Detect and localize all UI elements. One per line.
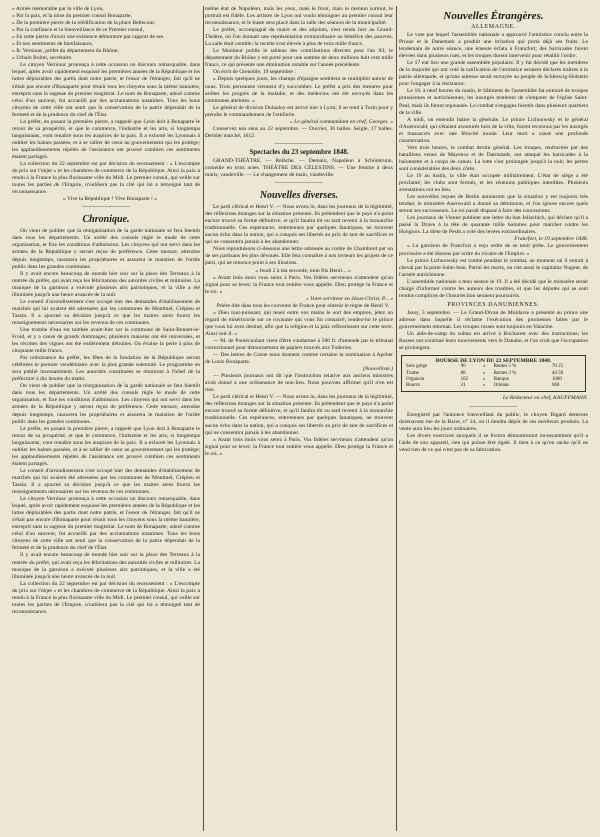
table-row <box>405 383 582 389</box>
inscription-line: « Urbain Ruiter, secrétaire. <box>12 55 73 62</box>
article-paragraph: « Avant trois mois vous serez à Paris. Vos fidèles serviteurs n'attendent qu'un signal pour se lever; la France tout entière vous appelle. Dieu protège la France et le roi. » <box>205 274 393 295</box>
article-paragraph: Le conseil d'arrondissement s'est occupé hier des demandes d'établissement de marchés qui lui avaient été adressées par les communes de Montluel, Crépieu et Tassin. Il a ajourné sa décision jusqu'à ce que les maires aient fourni les renseignements nécessaires sur les revenus de ces communes. <box>12 298 200 326</box>
inscription-line: « Et nos sentiments de bienfaisance, <box>12 41 94 48</box>
table-cell: 88 <box>460 370 466 376</box>
column-2 <box>205 6 393 831</box>
article-paragraph: Le citoyen Verninac prononça à cette occasion un discours remarquable, dans lequel, après avoir rapidement esquissé les premières années de la République et les luttes déplorables des partis dont notre patrie, et l'essor de l'étranger, fait qu'il ne s'était pas encore d'Bonaparte pour réunir tous les citoyens sous la même bannière, entreprit sans la sagesse du premier magistrat. Le nom de Bonaparte, adoré comme celui d'un sauveur, fut accueilli par des acclamations unanimes. Tous les bons citoyens de cette ville ont senti que la conservation de la patrie dépendait de la fermeté et de la prudence du chef de l'État. <box>12 496 200 552</box>
table-cell: 102 <box>460 376 469 382</box>
quote-line: « Jeudi 2 à ma seconde, mon fils Henri... » <box>255 267 351 274</box>
column-3 <box>399 6 588 831</box>
table-cell: Soie grège <box>406 364 428 370</box>
article-paragraph: Le 18, à neuf heures du matin, le bâtiment de l'assemblée fut entouré de troupes prussiennes et autrichiennes; les insurgés tentèrent de s'emparer de l'église Saint-Paul, mais ils furent repoussés. Le combat s'engagea bientôt dans plusieurs quartiers de la ville. <box>399 88 588 116</box>
article-paragraph: Le préfet, accompagné du maire et des adjoints, s'est rendu hier au Grand-Théâtre, où l'on donnait une représentation extraordinaire au bénéfice des pauvres. La salle était comble; la recette s'est élevée à plus de trois mille francs. <box>205 27 393 48</box>
price-table <box>405 364 582 389</box>
inscription-line: « R. Verninac, préfet du département du Rhône; <box>12 48 119 55</box>
inscription-line: « Par la confiance et la bienveillance de ce Premier consul, <box>12 27 144 34</box>
article-paragraph: « Depuis quelques jours, les champs d'épargne semblent se multiplier autour de nous. Trois personnes viennent d'y succomber. Le préfet a pris des mesures pour arrêter les progrès de la maladie, et des médecins ont été envoyés dans les communes atteintes. » <box>205 76 393 104</box>
source-attribution: (Nouvelliste.) <box>362 366 393 373</box>
exclamation: « Vive la République ! Vive Bonaparte ! » <box>62 196 158 203</box>
signature: « Le général commandant en chef, Georges. » <box>289 118 393 125</box>
inscription-line: « Par la paix, et la mise du premier consul Bonaparte, <box>12 13 132 20</box>
article-paragraph: Le vote par lequel l'assemblée nationale a approuvé l'armistice conclu entre la Prusse et le Danemark a produit une irritation qui porta déjà ses fruits. Le lendemain de notre séance, une émeute éclata à Francfort; des barricades furent élevées dans plusieurs rues, et les troupes durent intervenir pour rétablir l'ordre. <box>399 32 588 60</box>
article-paragraph: La collection du 22 septembre est par décision du recensement : « L'escompte du prix sur l'objet » et les chambres de commerce de la République. Ainsi la paix a rendu à la France la plus florissante ville du Midi. Le premier consul, qui veille sur toutes les parties de l'Empire, n'oubliera pas la cité qui lui a témoigné tant de reconnaissance. <box>12 161 200 196</box>
table-cell: » <box>482 364 486 370</box>
article-paragraph: Le général de division Dulauloy est arrivé hier à Lyon; il se rend à Turin pour y prendre le commandement de l'artillerie. <box>205 104 393 118</box>
prayer-title: Prière dite dans tous les couvents de France pour obtenir le règne de Henri V. <box>216 302 390 309</box>
table-cell: Banque <box>493 376 509 382</box>
article-paragraph: A midi, on entendit battre la générale. Le prince Lichnowsky et le général d'Auerswald, qui s'étaient aventurés hors de la ville, furent reconnus par les insurgés et massacrés avec une férocité inouïe. Leur mort a causé une profonde consternation. <box>399 116 588 144</box>
article-paragraph: « La garnison de Francfort a reçu ordre de se tenir prête. Le gouvernement provisoire a été dissous par ordre du vicaire de l'Empire. » <box>399 243 588 257</box>
article-paragraph: Le parti clérical et Henri V. — Nous avons lu, dans les journaux de la légitimité, des réflexions étranges sur la situation présente. Ils prétendent que le pays n'a point encore trouvé sa forme définitive, et qu'il faudra tôt ou tard revenir à la monarchie traditionnelle. Ces espérances, entretenues par quelques fanatiques, ne trouvent aucun écho dans la nation, qui a conquis ses libertés au prix de tant de sacrifices et qui ne consentira jamais à les abandonner. <box>205 394 393 436</box>
editor-signature: Le Rédacteur en chef, KAUFFMANN. <box>502 395 588 402</box>
article-paragraph: — M. de Pontécoulant vient d'être condamné à 500 fr. d'amende par le tribunal correctionnel pour détournement de papiers trouvés aux Tuileries. <box>205 337 393 352</box>
table-cell: Orléans <box>493 382 510 388</box>
inscription-line: « Aimée mémorable par la ville de Lyon, <box>12 6 104 12</box>
advertisement-paragraph: Enregistré par l'annonce bienveillant du public, le citoyen Bigard demeure dorénavant rue de la Barre, n° 24, où il tiendra dépôt de ses meilleurs produits. La vente aura lieu les jours ordinaires. <box>399 412 588 433</box>
article-paragraph: — Des lettres de Cosne nous donnent comme certaine la nomination à Apcher de Louis Bonaparte. <box>205 352 393 366</box>
table-cell: Trame <box>406 370 419 376</box>
article-paragraph: Par ordonnance du préfet, les fêtes de la fondation de la République seront célébrées le premier vendémiaire avec la plus grande solennité. Le programme en sera publié incessamment. Les autorités constituées se réuniront à l'hôtel de la préfecture à dix heures du matin. <box>12 355 200 383</box>
country-heading: ALLEMAGNE. <box>471 24 516 30</box>
article-paragraph: Le Moniteur publie le tableau des contributions directes pour l'an XI; le département du Rhône y est porté pour une somme de deux millions huit cent mille francs, ce qui présente une diminution notable sur l'année précédente. <box>205 48 393 69</box>
article-paragraph: L'assemblée nationale a tenu séance le 19. Il a été décidé que le ministère serait chargé d'informer contre les auteurs des troubles, et que les députés qui se sont rendus complices de l'insurrection seraient poursuivis. <box>399 278 588 299</box>
section-divider: ———————— <box>275 180 323 187</box>
article-paragraph: Jassy, 3 septembre. — Le Grand-Divan de Moldavie a présenté au prince une adresse dans laquelle il réclame l'exécution des promesses faites par le gouvernement ottoman. Les troupes russes sont toujours en Valachie. <box>399 309 588 330</box>
column-rule <box>396 6 397 831</box>
table-cell: Organsin <box>406 376 425 382</box>
bourse-heading: BOURSE DE LYON DU 22 SEPTEMBRE 1848. <box>435 358 552 365</box>
table-cell: 660 <box>551 382 560 388</box>
article-paragraph: Il y avait encore beaucoup de monde hier soir sur la place des Terreaux à la rentrée du préfet, qui avait reçu les félicitations des autorités civiles et militaires. La musique de la garnison a exécuté plusieurs airs patriotiques, et la ville a été illuminée jusqu'à une heure avancée de la nuit. <box>12 552 200 580</box>
article-paragraph: Le préfet, en posant la première pierre, a rappelé que Lyon doit à Bonaparte le retour de sa prospérité, et que le commerce, l'industrie et les arts, si longtemps languissants, vont renaître sous les auspices de la paix. Il a exhorté les Lyonnais à oublier les haines passées, et à se rallier de cœur au gouvernement qui les protège; les applaudissements répétés de l'assistance ont prouvé combien ces sentiments étaient partagés. <box>12 425 200 467</box>
spectacles-heading: Spectacles du 23 septembre 1848. <box>249 147 349 156</box>
article-paragraph: « Avant trois mois vous serez à Paris. Vos fidèles serviteurs n'attendent qu'un signal pour se lever; la France tout entière vous appelle. Dieu protège la France et le roi. » <box>205 436 393 457</box>
table-cell: 44 50 <box>551 370 564 376</box>
article-paragraph: Le conseil d'arrondissement s'est occupé hier des demandes d'établissement de marchés qui lui avaient été adressées par les communes de Montluel, Crépieu et Tassin. Il a ajourné sa décision jusqu'à ce que les maires aient fourni les renseignements nécessaires sur les revenus de ces communes. <box>12 467 200 496</box>
article-paragraph: On écrit de Grenoble, 19 septembre : <box>213 69 296 76</box>
dateline: Francfort, le 19 septembre 1848. <box>514 236 588 243</box>
table-cell: 70 25 <box>551 364 564 370</box>
spectacles-listing: GRAND-THÉÂTRE. — Relâche. — Demain, Napoléon à Schönbrunn, comédie en trois actes. THÉÂTRE DES CÉLESTINS. — Une femme à deux maris, vaudeville. — Le changement de main, vaudeville. <box>205 157 393 179</box>
article-paragraph: Le parti clérical et Henri V. — Nous avons lu, dans les journaux de la légitimité, des réflexions étranges sur la situation présente. Ils prétendent que le pays n'a point encore trouvé sa forme définitive, et qu'il faudra tôt ou tard revenir à la monarchie traditionnelle. Ces espérances, entretenues par quelques fanatiques, ne trouvent aucun écho dans la nation, qui a conquis ses libertés au prix de tant de sacrifices et qui ne consentira jamais à les abandonner. <box>205 204 393 246</box>
table-cell: 31 <box>460 382 466 388</box>
section-divider: ———————— <box>275 140 323 147</box>
column-rule <box>203 6 204 831</box>
bourse-table <box>401 355 586 392</box>
article-paragraph: Vers trois heures, le combat devint général. Les troupes, renforcées par des bataillons venus de Mayence et de Darmstadt, ont attaqué les barricades à la baïonnette et à coups de canon. La lutte s'est prolongée jusqu'à la nuit; les pertes sont considérables des deux côtés. <box>399 144 588 172</box>
table-cell: 1680 <box>551 376 562 382</box>
article-paragraph: Un aide-de-camp du sultan est arrivé à Bucharest avec des instructions; les Russes ont continué leurs mouvements vers le Danube, et l'on croit que l'occupation se prolongera. <box>399 331 588 352</box>
article-paragraph: — Plusieurs journaux ont dit que l'instruction relative aux anciens ministres avait donné à une ordonnance de non-lieu. Nous pouvons affirmer qu'il n'en est rien. <box>205 373 393 394</box>
article-paragraph: Nous reproduisons ci-dessous une lettre adressée au comte de Chambord par un de ses partisans les plus dévoués. Elle fera connaître à nos lecteurs les projets de ce parti, qui ne renonce point à ses illusions. <box>205 246 393 267</box>
article-paragraph: Les journaux de Vienne publient une lettre du ban Jellachich, qui déclare qu'il a passé la Drave à la tête de quarante mille hommes pour marcher contre les Hongrois. La diète de Pesth a voté des levées extraordinaires. <box>399 215 588 236</box>
table-cell: » <box>482 376 486 382</box>
inscription-line: « En cette pierre d'avoir une existence démontrée par rapport de ses <box>12 34 164 41</box>
article-paragraph: Le préfet, en posant la première pierre, a rappelé que Lyon doit à Bonaparte le retour de sa prospérité, et que le commerce, l'industrie et les arts, si longtemps languissants, vont renaître sous les auspices de la paix. Il a exhorté les Lyonnais à oublier les haines passées, et à se rallier de cœur au gouvernement qui les protège; les applaudissements répétés de l'assistance ont prouvé combien ces sentiments étaient partagés. <box>12 118 200 160</box>
article-paragraph: Le 17 eut lieu une grande assemblée populaire. Il y fut décidé que les membres de la majorité qui ont voté la ratification de l'armistice seraient déclarés traîtres à la patrie allemande, et qu'une adresse serait envoyée au peuple de Schleswig-Holstein pour l'engager à la résistance. <box>399 60 588 88</box>
signature: « Votre serviteur en Jésus-Christ, P... » <box>305 295 393 302</box>
table-cell: Bourre <box>406 382 420 388</box>
section-heading: Nouvelles Étrangères. <box>443 10 544 22</box>
market-report: Conservez nos sens au 22 septembre. — Ouvrier, 36 balles. Seigle, 17 balles. Dernier marché, 1612. <box>205 125 393 139</box>
table-cell: » <box>482 370 486 376</box>
advertisement-paragraph: Les divers exercices auxquels il se livrera démontreront incessamment qu'il a l'aide de son appareil, rien qui puisse être égalé. Il tient à ce qu'on sache qu'il ne vend rien de ce qui n'est pas de sa fabrication. <box>399 433 588 454</box>
inscription-line: « De la première pierre de la réédification de la place Bellecour; <box>12 20 156 27</box>
section-heading: Chronique. <box>82 214 130 226</box>
article-paragraph: On vient de publier que la réorganisation de la garde nationale se fera bientôt dans tous les départements. Un arrêté des consuls règle le mode de cette organisation, et fixe les conditions d'admission. Les citoyens qui ont servi dans les armées de la République y seront reçus de préférence. Cette mesure, attendue depuis longtemps, rassurera les propriétaires et assurera le maintien de l'ordre public dans les grandes communes. <box>12 228 200 270</box>
country-heading: PROVINCES DANUBIENNES. <box>447 301 540 308</box>
table-cell: 96 <box>460 364 466 370</box>
column-1 <box>12 6 200 831</box>
article-paragraph: Le citoyen Verninac prononça à cette occasion un discours remarquable, dans lequel, après avoir rapidement esquissé les premières années de la République et les luttes déplorables des partis dont notre patrie, et l'essor de l'étranger, fait qu'il ne s'était pas encore d'Bonaparte pour réunir tous les citoyens sous la même bannière, entreprit sans la sagesse du premier magistrat. Le nom de Bonaparte, adoré comme celui d'un sauveur, fut accueilli par des acclamations unanimes. Tous les bons citoyens de cette ville ont senti que la conservation de la patrie dépendait de la fermeté et de la prudence du chef de l'État. <box>12 62 200 118</box>
table-cell: Rentes 5 % <box>493 364 517 370</box>
article-paragraph: Il y avait encore beaucoup de monde hier soir sur la place des Terreaux à la rentrée du préfet, qui avait reçu les félicitations des autorités civiles et militaires. La musique de la garnison a exécuté plusieurs airs patriotiques, et la ville a été illuminée jusqu'à une heure avancée de la nuit. <box>12 270 200 298</box>
article-paragraph: Les nouvelles reçues de Berlin annoncent que la situation y est toujours très tendue; le ministère Auerswald a donné sa démission, et l'on ignore encore quels seront ses successeurs. Le roi paraît disposé à faire des concessions. <box>399 194 588 215</box>
article-paragraph: « Dieu tout-puissant, qui tenez entre vos mains le sort des empires, jetez un regard de miséricorde sur ce royaume qui vous fut consacré; rendez-lui le prince que vous lui avez destiné, afin que la religion et la paix refleurissent sur cette terre. Ainsi soit-il. » <box>205 309 393 337</box>
article-paragraph: même état de Napoléon, mais les yeux, mais le front, mais le menton surtout, le portrait est fidèle. Les artistes de Lyon ont voulu témoigner au premier consul leur reconnaissance, et le buste sera placé dans la salle des séances de la municipalité. <box>205 6 393 27</box>
article-paragraph: Le 19 au matin, la ville était occupée militairement. L'état de siège a été proclamé; les clubs sont fermés, et les réunions publiques interdites. Plusieurs arrestations ont eu lieu. <box>399 172 588 194</box>
table-cell: » <box>482 382 486 388</box>
section-divider: ———————— <box>82 204 130 211</box>
article-paragraph: Une trombe d'eau est tombée avant-hier sur la commune de Saint-Bonnet-le-Froid, et y a causé de grands dommages; plusieurs maisons ont été renversées, et les récoltes des vignes ont été entièrement détruites. On évalue la perte à plus de cinquante mille francs. <box>12 326 200 355</box>
table-cell: Rentes 3 % <box>493 370 517 376</box>
article-paragraph: Le prince Lichnowsky est tombé pendant le combat, au moment où il entrait à cheval par la porte Saint-Jean. Parmi les morts, on cite aussi le capitaine Nugent, de l'armée autrichienne. <box>399 257 588 278</box>
article-paragraph: La collection du 22 septembre est par décision du recensement : « L'escompte du prix sur l'objet » et les chambres de commerce de la République. Ainsi la paix a rendu à la France la plus florissante ville du Midi. Le premier consul, qui veille sur toutes les parties de l'Empire, n'oubliera pas la cité qui lui a témoigné tant de reconnaissance. <box>12 580 200 615</box>
article-paragraph: On vient de publier que la réorganisation de la garde nationale se fera bientôt dans tous les départements. Un arrêté des consuls règle le mode de cette organisation, et fixe les conditions d'admission. Les citoyens qui ont servi dans les armées de la République y seront reçus de préférence. Cette mesure, attendue depuis longtemps, rassurera les propriétaires et assurera le maintien de l'ordre public dans les grandes communes. <box>12 383 200 425</box>
section-heading: Nouvelles diverses. <box>259 190 339 202</box>
section-divider: ———————— <box>469 404 518 411</box>
